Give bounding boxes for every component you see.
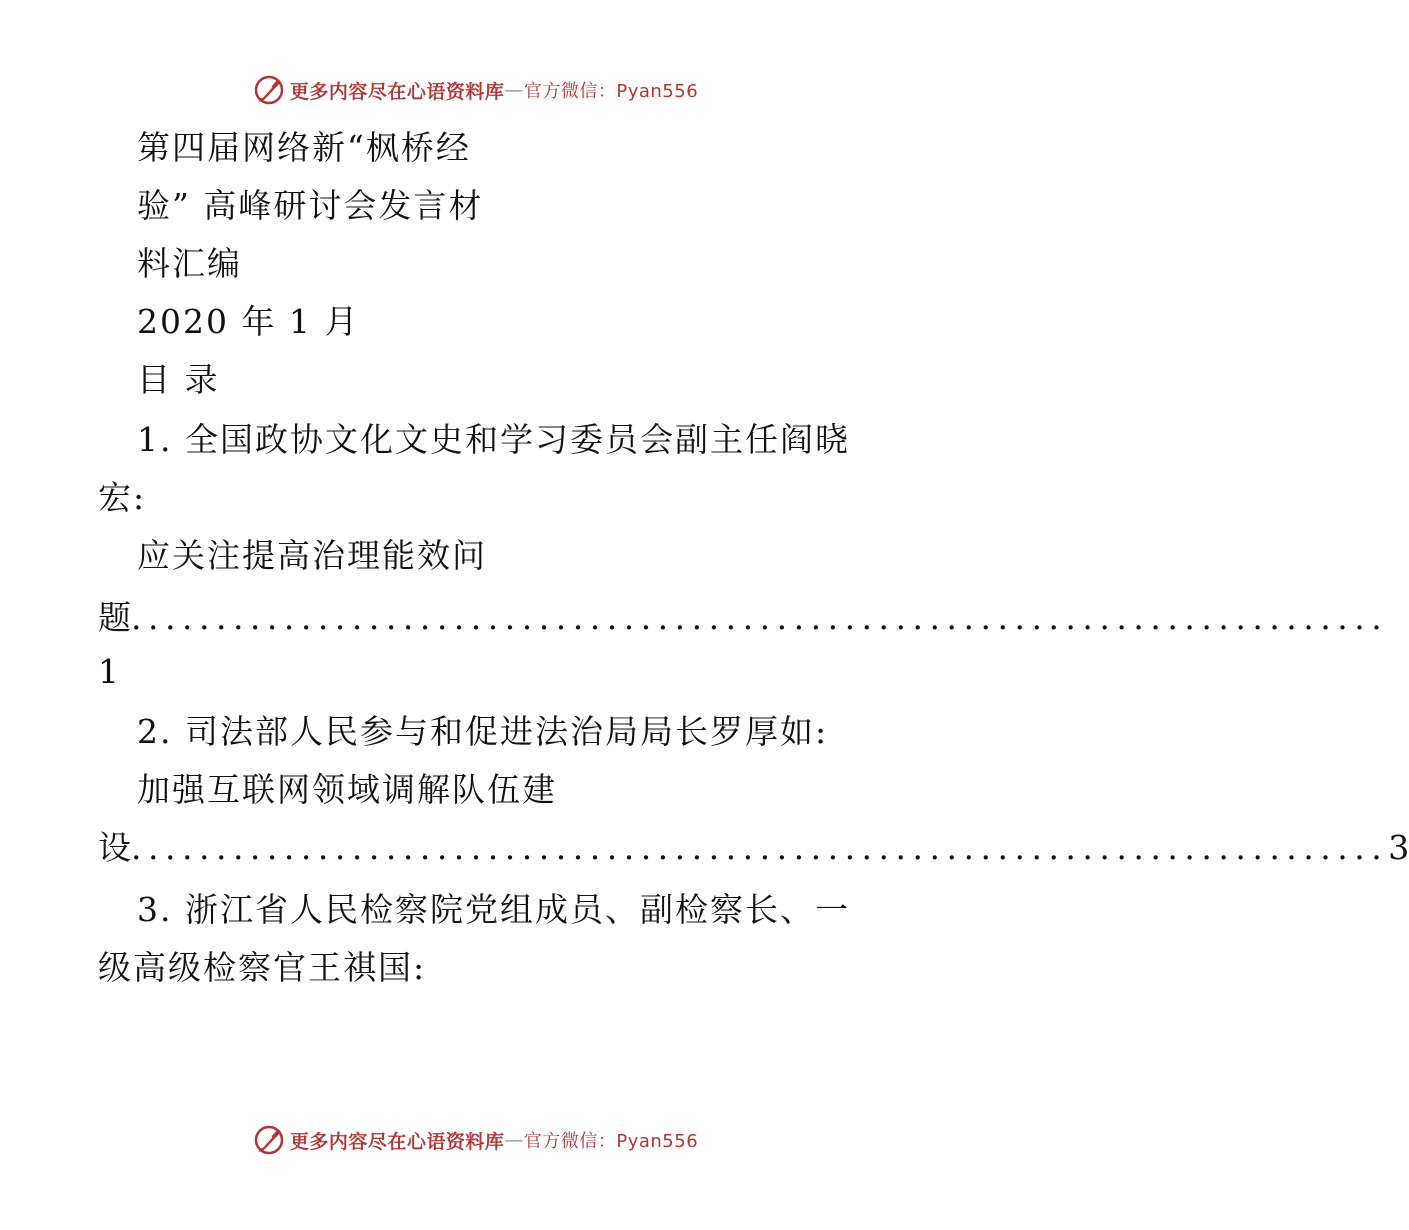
toc-entry-1-line-3: 应关注提高治理能效问 xyxy=(137,536,487,575)
toc-entry-1-leader-text: 题 xyxy=(98,598,131,637)
toc-entry-2-leader xyxy=(98,828,1409,868)
watermark-separator: — xyxy=(504,79,524,101)
toc-entry-2-dot-leader: .......................................................................... xyxy=(131,828,1389,867)
toc-entry-3-line-1: 3. 浙江省人民检察院党组成员、副检察长、一 xyxy=(137,890,850,929)
watermark-brand xyxy=(252,73,698,107)
doc-title-line-1: 第四届网络新“枫桥经 xyxy=(137,128,471,167)
toc-entry-2-line-2: 加强互联网领域调解队伍建 xyxy=(137,770,557,809)
toc-entry-2-line-1: 2. 司法部人民参与和促进法治局局长罗厚如: xyxy=(137,712,829,751)
toc-heading: 目 录 xyxy=(137,360,220,399)
header-watermark xyxy=(0,70,950,110)
toc-entry-2-leader-text: 设 xyxy=(98,828,131,867)
doc-title-line-3: 料汇编 xyxy=(137,244,242,283)
quill-pen-icon xyxy=(252,73,286,107)
watermark-site-text: 更多内容尽在心语资料库 xyxy=(289,80,505,103)
watermark-site-text-footer: 更多内容尽在心语资料库 xyxy=(289,1130,505,1153)
watermark-brand-footer xyxy=(252,1123,698,1157)
doc-date: 2020 年 1 月 xyxy=(137,302,360,341)
toc-entry-1-line-1: 1. 全国政协文化文史和学习委员会副主任阎晓 xyxy=(137,420,850,459)
toc-entry-1-leader xyxy=(98,598,1389,638)
toc-entry-3-line-2: 级高级检察官王祺国: xyxy=(98,948,427,987)
doc-title-line-2: 验” 高峰研讨会发言材 xyxy=(137,186,484,225)
footer-watermark xyxy=(0,1120,950,1160)
toc-entry-1-line-2: 宏: xyxy=(98,478,147,517)
toc-entry-1-dot-leader: .......................................................................... xyxy=(131,598,1389,637)
watermark-wechat-text: 官方微信：Pyan556 xyxy=(523,81,699,102)
toc-entry-2-page: 3 xyxy=(1388,828,1409,867)
watermark-separator-footer: — xyxy=(504,1129,524,1151)
toc-entry-1-page: 1 xyxy=(98,652,121,691)
watermark-wechat-text-footer: 官方微信：Pyan556 xyxy=(523,1131,699,1152)
quill-pen-icon xyxy=(252,1123,286,1157)
